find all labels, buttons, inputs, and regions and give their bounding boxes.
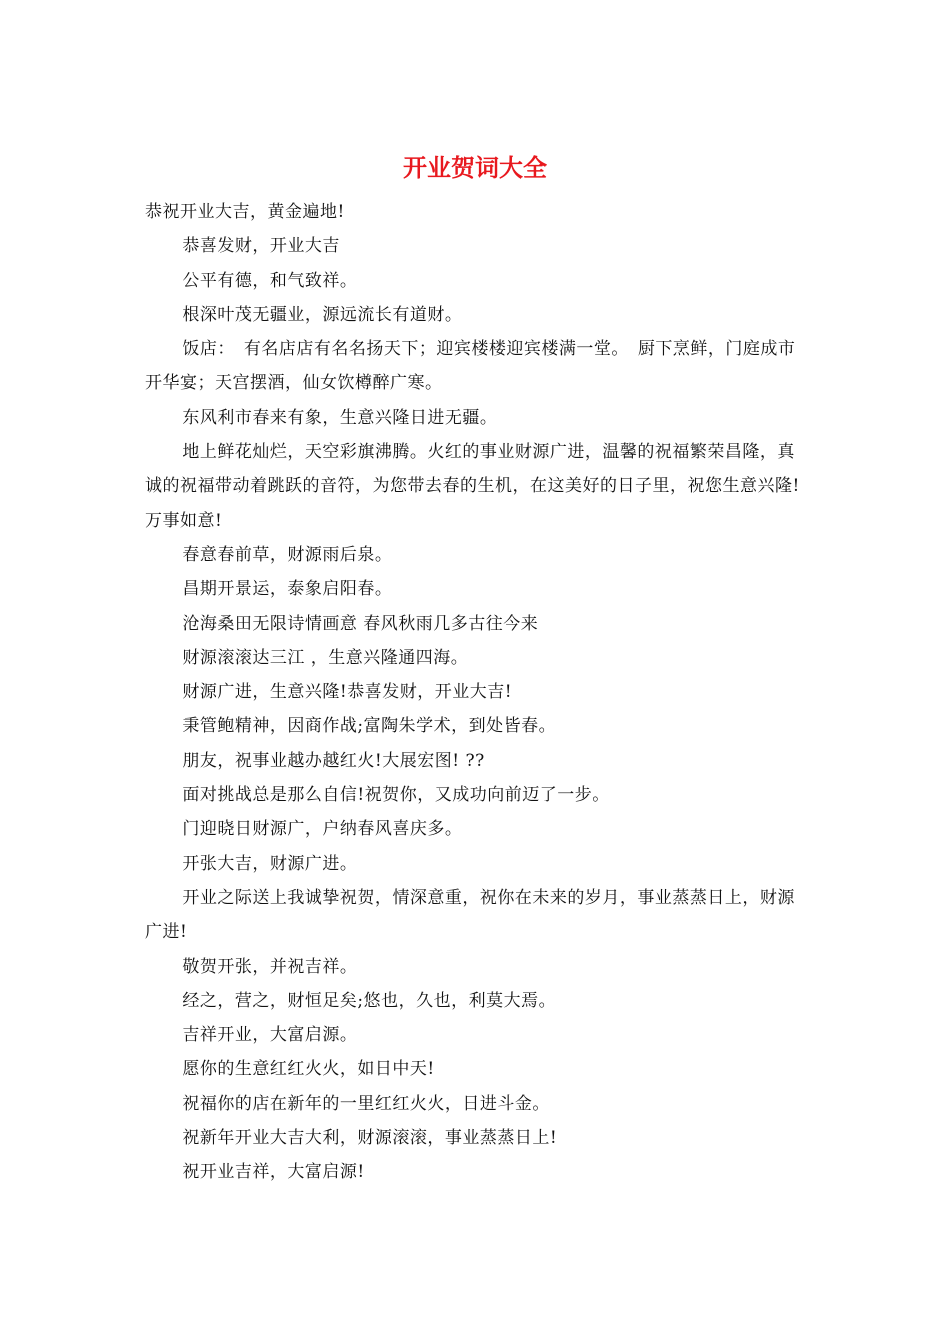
paragraph: 东风利市春来有象，生意兴隆日进无疆。 xyxy=(182,407,498,428)
paragraph: 根深叶茂无疆业，源远流长有道财。 xyxy=(182,304,463,325)
paragraph: 祝新年开业大吉大利，财源滚滚，事业蒸蒸日上! xyxy=(182,1128,558,1149)
paragraph: 沧海桑田无限诗情画意 春风秋雨几多古往今来 xyxy=(182,613,539,634)
paragraph: 春意春前草，财源雨后泉。 xyxy=(182,544,393,565)
paragraph: 吉祥开业，大富启源。 xyxy=(182,1025,358,1046)
paragraph: 开业之际送上我诚挚祝贺，情深意重，祝你在未来的岁月，事业蒸蒸日上，财源广进! xyxy=(145,887,795,943)
paragraph: 开张大吉，财源广进。 xyxy=(182,853,358,874)
paragraph: 朋友，祝事业越办越红火!大展宏图! ?? xyxy=(182,750,485,771)
paragraph: 恭喜发财，开业大吉 xyxy=(182,236,340,257)
paragraph: 面对挑战总是那么自信!祝贺你，又成功向前迈了一步。 xyxy=(182,785,610,806)
paragraph: 门迎晓日财源广，户纳春风喜庆多。 xyxy=(182,819,463,840)
document-body xyxy=(145,195,805,1190)
paragraph: 敬贺开张，并祝吉祥。 xyxy=(182,956,358,977)
paragraph: 地上鲜花灿烂，天空彩旗沸腾。火红的事业财源广进，温馨的祝福繁荣昌隆，真诚的祝福带动着跳跃的音符，为您带去春的生机，在这美好的日子里，祝您生意兴隆!万事如意! xyxy=(145,442,800,531)
paragraph: 经之，营之，财恒足矣;悠也，久也，利莫大焉。 xyxy=(182,990,557,1011)
paragraph: 财源广进，生意兴隆!恭喜发财，开业大吉! xyxy=(182,682,513,703)
paragraph: 恭祝开业大吉，黄金遍地! xyxy=(145,202,345,222)
paragraph: 公平有德，和气致祥。 xyxy=(182,270,358,291)
paragraph: 祝开业吉祥，大富启源! xyxy=(182,1162,365,1183)
paragraph: 昌期开景运，泰象启阳春。 xyxy=(182,579,393,600)
paragraph: 秉管鲍精神，因商作战;富陶朱学术，到处皆春。 xyxy=(182,716,557,737)
document-title: 开业贺词大全 xyxy=(403,154,547,182)
paragraph: 饭店： 有名店店有名名扬天下；迎宾楼楼迎宾楼满一堂。 厨下烹鲜，门庭成市开华宴；天宫摆酒，仙女饮樽醉广寒。 xyxy=(145,339,796,394)
paragraph: 愿你的生意红红火火，如日中天! xyxy=(182,1059,435,1080)
paragraph: 财源滚滚达三江 ，生意兴隆通四海。 xyxy=(182,647,469,668)
paragraph: 祝福你的店在新年的一里红红火火，日进斗金。 xyxy=(182,1093,550,1114)
